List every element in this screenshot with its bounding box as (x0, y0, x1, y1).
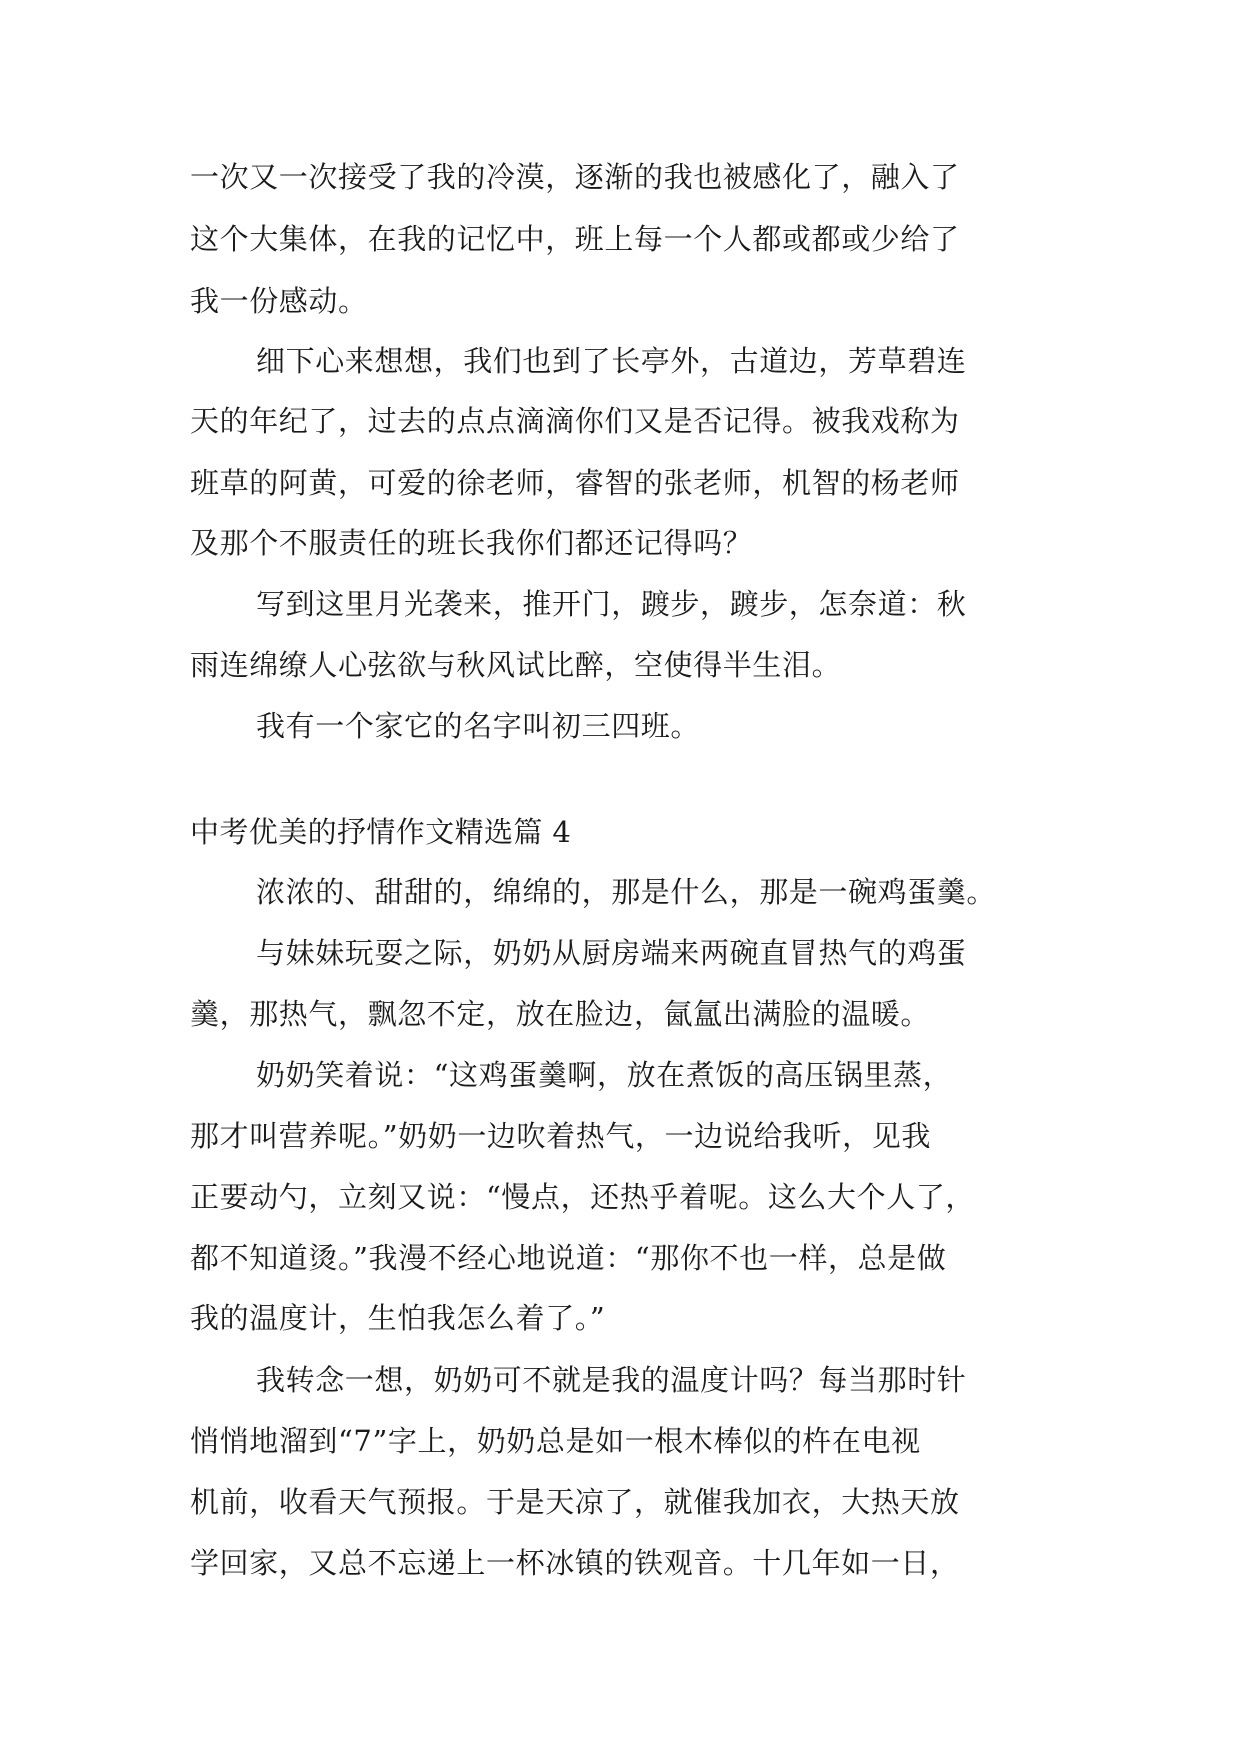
paragraph-first-line: 奶奶笑着说：“这鸡蛋羹啊，放在煮饭的高压锅里蒸， (256, 1058, 953, 1092)
text-line: 我一份感动。 (190, 284, 368, 318)
paragraph-first-line: 我有一个家它的名字叫初三四班。 (256, 709, 701, 743)
text-line: 正要动勺，立刻又说：“慢点，还热乎着呢。这么大个人了， (190, 1180, 976, 1214)
text-line: 天的年纪了，过去的点点滴滴你们又是否记得。被我戏称为 (190, 404, 960, 438)
text-line: 学回家，又总不忘递上一杯冰镇的铁观音。十几年如一日， (190, 1546, 960, 1580)
text-line: 羹，那热气，飘忽不定，放在脸边，氤氲出满脸的温暖。 (190, 997, 931, 1031)
text-line: 及那个不服责任的班长我你们都还记得吗？ (190, 526, 753, 560)
text-line: 班草的阿黄，可爱的徐老师，睿智的张老师，机智的杨老师 (190, 466, 960, 500)
text-line: 我的温度计，生怕我怎么着了。” (190, 1301, 606, 1335)
text-line: 一次又一次接受了我的冷漠，逐渐的我也被感化了，融入了 (190, 160, 960, 194)
paragraph-first-line: 我转念一想，奶奶可不就是我的温度计吗？每当那时针 (256, 1363, 967, 1397)
paragraph-first-line: 写到这里月光袭来，推开门，踱步，踱步，怎奈道：秋 (256, 587, 967, 621)
text-line: 雨连绵缭人心弦欲与秋风试比醉，空使得半生泪。 (190, 648, 842, 682)
text-line: 都不知道烫。”我漫不经心地说道：“那你不也一样，总是做 (190, 1241, 947, 1275)
paragraph-first-line: 细下心来想想，我们也到了长亭外，古道边，芳草碧连 (256, 344, 967, 378)
section-heading: 中考优美的抒情作文精选篇 4 (190, 815, 572, 849)
text-line: 悄悄地溜到“7”字上，奶奶总是如一根木棒似的杵在电视 (190, 1424, 921, 1458)
paragraph-first-line: 浓浓的、甜甜的，绵绵的，那是什么，那是一碗鸡蛋羹。 (256, 875, 997, 909)
paragraph-first-line: 与妹妹玩耍之际，奶奶从厨房端来两碗直冒热气的鸡蛋 (256, 936, 967, 970)
text-line: 机前，收看天气预报。于是天凉了，就催我加衣，大热天放 (190, 1485, 960, 1519)
text-line: 那才叫营养呢。”奶奶一边吹着热气，一边说给我听，见我 (190, 1119, 931, 1153)
text-line: 这个大集体，在我的记忆中，班上每一个人都或都或少给了 (190, 222, 960, 256)
